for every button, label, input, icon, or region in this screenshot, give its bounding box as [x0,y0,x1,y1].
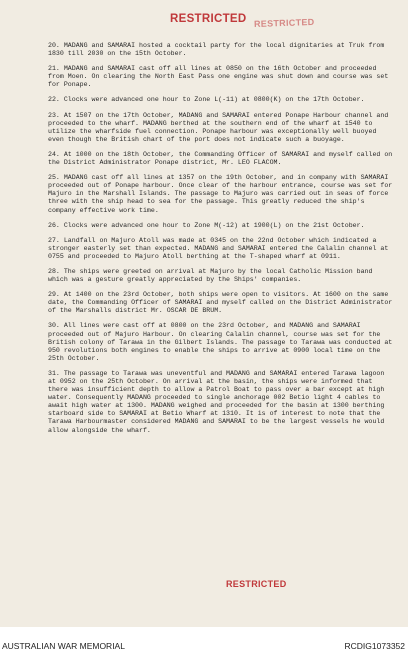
paragraph-22: 22. Clocks were advanced one hour to Zone L(-11) at 0800(K) on the 17th October. [48,96,365,104]
paragraph-29: 29. At 1400 on the 23rd October, both ships were open to visitors. At 1600 on the same date, the Commanding Officer of SAMARAI and myself called on the District Administrator of the Marshalls district Mr. OSCAR DE BRUM. [48,291,393,315]
paragraph-27: 27. Landfall on Majuro Atoll was made at 0345 on the 22nd October which indicated a stronger easterly set than expected. MADANG and SAMARAI entered the Calalin channel at 0755 and proceeded to Majuro Atoll berthing at the T-shaped wharf at 0911. [48,236,389,260]
paragraph-24: 24. At 1000 on the 18th October, the Commanding Officer of SAMARAI and myself called on the District Administrator Ponape district, Mr. LEO FLACOM. [48,150,393,167]
paragraph-25: 25. MADANG cast off all lines at 1357 on the 19th October, and in company with SAMARAI proceeded out of Ponape harbour. Once clear of the harbour entrance, course was set for Majuro in the Marshall Islands. The passage to Majuro was carried out in seas of force three with the ship head to sea for the passage. This greatly reduced the ship's company effective work time. [48,174,393,214]
paragraph-30: 30. All lines were cast off at 0800 on the 23rd October, and MADANG and SAMARAI proceeded out of Majuro Harbour. On clearing Calalin channel, course was set for the British colony of Tarawa in the Gilbert Islands. The passage to Tarawa was conducted at 950 revolutions both engines to enable the ships to arrive at 0900 local time on the 25th October. [48,322,393,362]
institution-label: AUSTRALIAN WAR MEMORIAL [2,641,125,651]
restricted-stamp-top-faint: RESTRICTED [253,16,315,30]
paragraph-31: 31. The passage to Tarawa was uneventful and MADANG and SAMARAI entered Tarawa lagoon at 0952 on the 25th October. On arrival at the basin, the ships were informed that there was insufficient depth to allow a Patrol Boat to pass over a bar except at high water. Consequently MADANG proceeded to single anchorage 002 Betio light 4 cables to await high water at 1300. MADANG weighed and proceeded for the basin at 1300 berthing starboard side to SAMARAI at Betio Wharf at 1310. It is of interest to note that the Tarawa Harbourmaster considered MADANG and SAMARAI to be the largest vessels he would allow alongside the wharf. [48,369,385,434]
paragraph-21: 21. MADANG and SAMARAI cast off all lines at 0850 on the 16th October and proceeded from Moen. On clearing the North East Pass one engine was shut down and course was set for Ponape. [48,65,389,89]
paragraph-23: 23. At 1507 on the 17th October, MADANG and SAMARAI entered Ponape Harbour channel and proceeded to the wharf. MADANG berthed at the southern end of the wharf at 1540 to utilize the wharfside fuel connection. Ponape harbour was exceptionally well buoyed even though the British chart of the port does not indicate such a buoyage. [48,111,389,143]
restricted-stamp-top: RESTRICTED [170,13,247,25]
paragraph-20: 20. MADANG and SAMARAI hosted a cocktail party for the local dignitaries at Truk from 1830 till 2030 on the 15th October. [48,42,385,58]
paragraph-26: 26. Clocks were advanced one hour to Zone M(-12) at 1900(L) on the 21st October. [48,221,365,229]
report-body [48,42,394,442]
paragraph-28: 28. The ships were greeted on arrival at Majuro by the local Catholic Mission band which was a gesture greatly appreciated by the Ships' companies. [48,267,373,284]
restricted-stamp-bottom: RESTRICTED [226,579,287,589]
archive-footer [0,627,408,654]
reference-id: RCDIG1073352 [344,641,405,651]
